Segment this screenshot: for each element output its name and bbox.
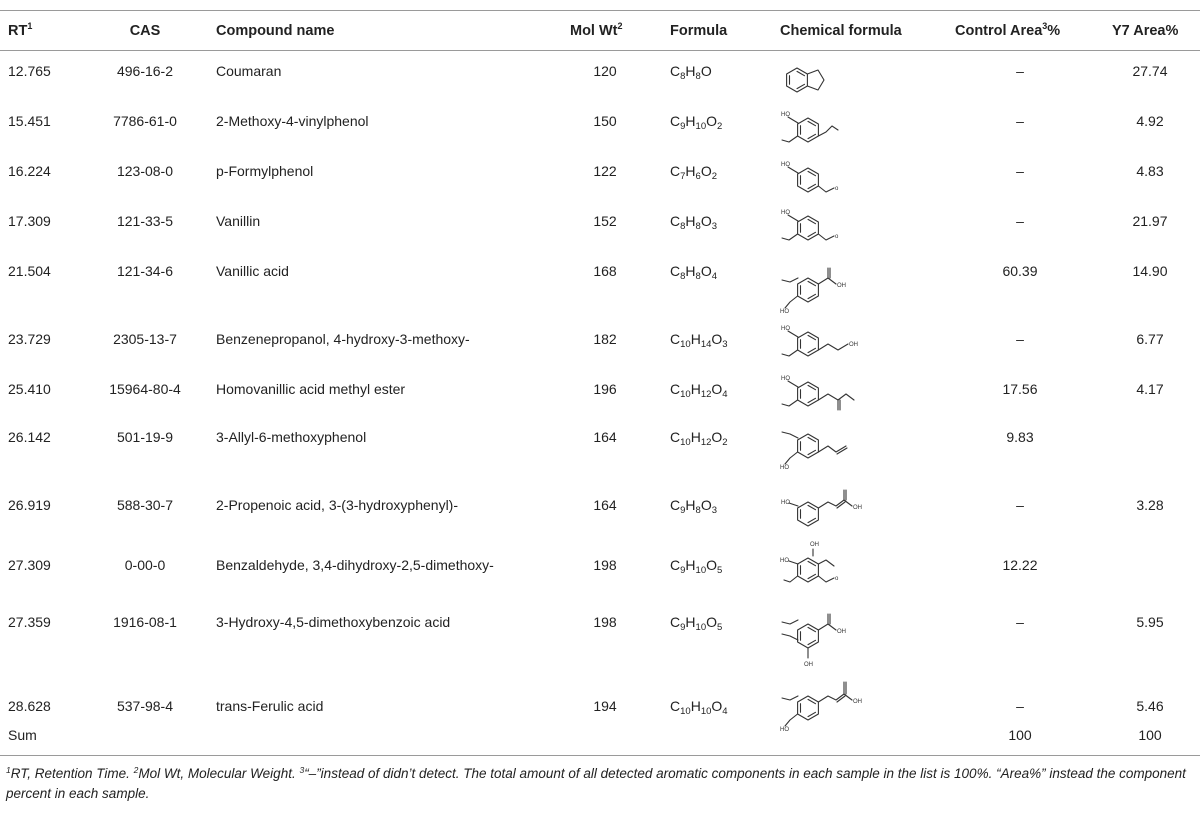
atom-label: OH [853,505,862,511]
atom-label: HO [780,727,789,733]
compound-name: Coumaran [216,63,282,79]
atom-label: HO [781,210,790,216]
formula-value: $C_9H_{10}O_5$ [670,557,723,576]
atom-label: o [835,234,839,240]
top-rule [0,10,1200,11]
structure-coumaric [780,480,890,536]
formula-value: $C_9H_{10}O_5$ [670,614,723,633]
control-area-value: – [1016,113,1024,129]
compound-name: Homovanillic acid methyl ester [216,381,406,397]
formula-value: $C_9H_{10}O_2$ [670,113,723,132]
formula-value: $C_8H_8O_4$ [670,263,718,282]
formula-value: $C_{10}H_{14}O_3$ [670,331,728,350]
atom-label: HO [781,112,790,118]
atom-label: HO [781,326,790,332]
formula-value: $C_7H_6O_2$ [670,163,718,182]
compound-name: Benzaldehyde, 3,4-dihydroxy-2,5-dimethoxy- [216,557,494,573]
compound-name: Vanillin [216,213,261,229]
structure-allyl [780,422,870,470]
y7-area-value: 4.17 [1136,381,1164,397]
mol-wt-value: 198 [593,557,617,573]
rt-value: 17.309 [8,213,51,229]
y7-area-value: 3.28 [1136,497,1164,513]
atom-label: HO [780,465,789,471]
structure-ester [780,374,890,418]
structure-vinylguaiacol [780,110,865,150]
formula-value: $C_{10}H_{12}O_4$ [670,381,728,400]
control-area-value: – [1016,63,1024,79]
y7-area-value: 4.92 [1136,113,1164,129]
mol-wt-value: 164 [593,429,617,445]
atom-label: o [835,186,839,192]
cas-value: 2305-13-7 [113,331,177,347]
cas-value: 588-30-7 [116,497,174,513]
rt-value: 15.451 [8,113,51,129]
y7-area-value: 21.97 [1132,213,1168,229]
structure-coumaran [780,58,836,102]
y7-area-value: 5.95 [1136,614,1164,630]
control-area-value: – [1016,698,1024,714]
mol-wt-value: 196 [593,381,617,397]
structure-ferulic [780,676,900,746]
control-area-value: – [1016,331,1024,347]
y7-area-value: 5.46 [1136,698,1164,714]
structure-vanillicacid [780,258,880,320]
compound-name: 2-Propenoic acid, 3-(3-hydroxyphenyl)- [216,497,458,513]
sum-control: 100 [1008,727,1032,743]
rt-value: 27.359 [8,614,51,630]
rt-value: 26.142 [8,429,51,445]
header-rule [0,50,1200,51]
compound-name: 3-Allyl-6-methoxyphenol [216,429,367,445]
atom-label: HO [781,376,790,382]
atom-label: OH [853,699,862,705]
header-compound-name: Compound name [216,23,335,39]
formula-value: $C_{10}H_{10}O_4$ [670,698,728,717]
sum-y7: 100 [1138,727,1162,743]
cas-value: 501-19-9 [116,429,174,445]
structure-hydroxybenzaldehyde [780,160,865,200]
rt-value: 23.729 [8,331,51,347]
formula-value: $C_{10}H_{12}O_2$ [670,429,728,448]
atom-label: OH [810,542,819,548]
sum-label: Sum [8,727,37,743]
cas-value: 496-16-2 [116,63,174,79]
y7-area-value: 4.83 [1136,163,1164,179]
header-control-area: Control Area$^3$% [955,21,1061,39]
atom-label: HO [781,162,790,168]
atom-label: OH [837,629,846,635]
y7-area-value: 6.77 [1136,331,1164,347]
structure-propanol [780,324,890,368]
cas-value: 0-00-0 [124,557,166,573]
rt-value: 27.309 [8,557,51,573]
cas-value: 1916-08-1 [113,614,177,630]
control-area-value: 60.39 [1002,263,1038,279]
bottom-rule [0,755,1200,756]
rt-value: 28.628 [8,698,51,714]
mol-wt-value: 168 [593,263,617,279]
compound-name: 3-Hydroxy-4,5-dimethoxybenzoic acid [216,614,451,630]
header-chemical-formula: Chemical formula [780,23,902,39]
control-area-value: – [1016,213,1024,229]
formula-value: $C_8H_8O_3$ [670,213,718,232]
compound-name: Benzenepropanol, 4-hydroxy-3-methoxy- [216,331,470,347]
mol-wt-value: 150 [593,113,617,129]
structure-dihydroxy [780,540,870,606]
header-mol-wt: Mol Wt$^2$ [570,21,623,39]
compound-name: Vanillic acid [216,263,289,279]
header-formula: Formula [670,23,728,39]
atom-label: HO [781,500,790,506]
cas-value: 7786-61-0 [113,113,177,129]
cas-value: 537-98-4 [116,698,174,714]
cas-value: 121-34-6 [116,263,174,279]
atom-label: o [835,576,839,582]
compound-name: trans-Ferulic acid [216,698,324,714]
header-rt: $RT^1$ [8,21,33,39]
control-area-value: – [1016,163,1024,179]
structure-vanillin [780,208,865,248]
header-y7-area: Y7 Area% [1112,23,1179,39]
mol-wt-value: 194 [593,698,617,714]
mol-wt-value: 164 [593,497,617,513]
formula-value: $C_8H_8O$ [670,63,712,82]
cas-value: 15964-80-4 [109,381,181,397]
atom-label: OH [849,342,858,348]
rt-value: 26.919 [8,497,51,513]
cas-value: 121-33-5 [116,213,174,229]
mol-wt-value: 182 [593,331,617,347]
mol-wt-value: 122 [593,163,617,179]
header-cas: CAS [129,23,161,39]
control-area-value: 12.22 [1002,557,1038,573]
atom-label: OH [837,283,846,289]
table-footnote: $^1$RT, Retention Time. $^2$Mol Wt, Molecular Weight. $^3$“–”instead of didn’t detect. The total amount of all detected aromatic components in each sample in the list is 100%. “Area%” instead the component percent in each sample. [6,765,1186,801]
formula-value: $C_9H_8O_3$ [670,497,718,516]
mol-wt-value: 198 [593,614,617,630]
rt-value: 21.504 [8,263,51,279]
mol-wt-value: 120 [593,63,617,79]
compound-name: 2-Methoxy-4-vinylphenol [216,113,369,129]
y7-area-value: 14.90 [1132,263,1168,279]
atom-label: HO [780,558,789,564]
mol-wt-value: 152 [593,213,617,229]
rt-value: 25.410 [8,381,51,397]
control-area-value: 9.83 [1006,429,1034,445]
control-area-value: – [1016,614,1024,630]
rt-value: 12.765 [8,63,51,79]
control-area-value: – [1016,497,1024,513]
y7-area-value: 27.74 [1132,63,1168,79]
compound-name: p-Formylphenol [216,163,314,179]
structure-dimethoxybenzoic [780,604,880,678]
cas-value: 123-08-0 [116,163,174,179]
atom-label: OH [804,662,813,668]
atom-label: HO [780,309,789,315]
control-area-value: 17.56 [1002,381,1038,397]
rt-value: 16.224 [8,163,51,179]
